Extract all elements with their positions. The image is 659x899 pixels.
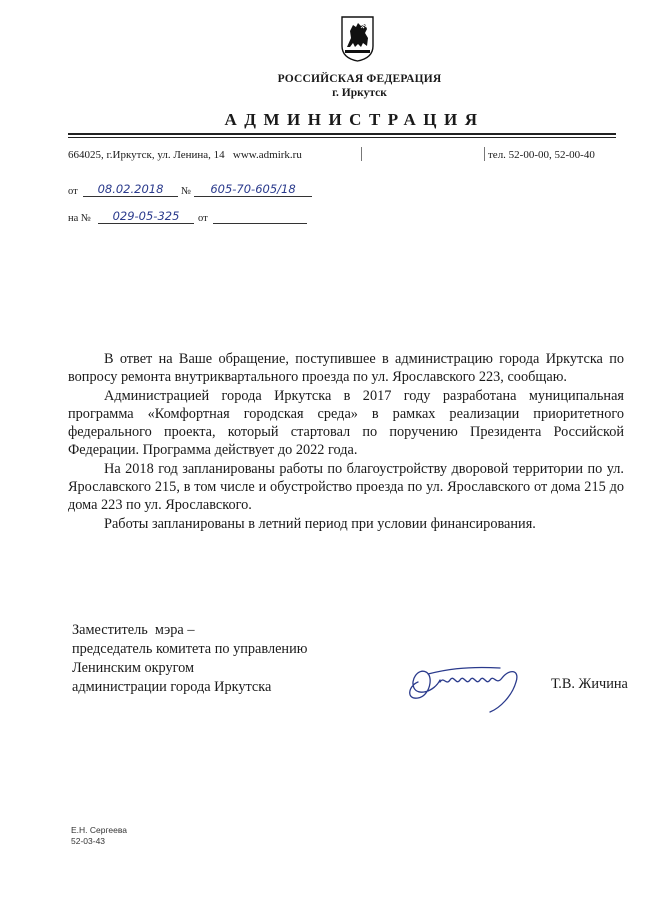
body-paragraph: Администрацией города Иркутска в 2017 году разработана муниципальная программа «Комфортная городская среда» в рамках реализации приоритетного федерального проекта, который стартовал по поручению Президента Российской Федерации. Программа действует до 2022 года. — [68, 387, 624, 459]
from-label: от — [68, 186, 78, 197]
handwritten-signature — [404, 652, 530, 714]
executor-phone: 52-03-43 — [71, 836, 106, 846]
address-line: 664025, г.Иркутск, ул. Ленина, 14 www.admirk.ru — [68, 149, 302, 161]
country-title: РОССИЙСКАЯ ФЕДЕРАЦИЯ — [277, 73, 442, 85]
department-title: АДМИНИСТРАЦИЯ — [224, 110, 485, 129]
number-label: № — [181, 186, 192, 197]
header-divider-thin — [68, 137, 616, 138]
contact-separator — [484, 147, 485, 161]
body-paragraph: Работы запланированы в летний период при условии финансирования. — [104, 515, 536, 532]
reply-number: 029-05-325 — [98, 209, 194, 224]
city-title: г. Иркутск — [332, 87, 387, 99]
executor-name: Е.Н. Сергеева — [71, 825, 128, 835]
reply-date-blank — [213, 211, 307, 224]
coat-of-arms-icon — [341, 16, 374, 62]
header-divider-thick — [68, 133, 616, 135]
letter-date: 08.02.2018 — [83, 182, 178, 197]
reply-label: на № — [68, 213, 91, 224]
signatory-position: председатель комитета по управлению — [72, 641, 308, 657]
contact-separator — [361, 147, 362, 161]
letter-number: 605-70-605/18 — [194, 182, 312, 197]
signatory-position: Ленинским округом — [72, 660, 195, 676]
signatory-position: Заместитель мэра – — [72, 622, 195, 638]
body-paragraph: На 2018 год запланированы работы по благоустройству дворовой территории по ул. Ярославского 215, в том числе и обустройство проезда по ул. Ярославского от дома 215 до дома 223 по ул. Ярославского. — [68, 460, 624, 514]
signatory-position: администрации города Иркутска — [72, 679, 272, 695]
executor-block — [71, 825, 127, 847]
signatory-block — [72, 621, 307, 697]
reply-from-label: от — [198, 213, 208, 224]
signatory-name: Т.В. Жичина — [551, 676, 628, 692]
body-paragraph: В ответ на Ваше обращение, поступившее в администрацию города Иркутска по вопросу ремонта внутриквартального проезда по ул. Ярославского 223, сообщаю. — [68, 351, 624, 386]
letter-body — [68, 350, 624, 533]
phone-line: тел. 52-00-00, 52-00-40 — [488, 149, 595, 161]
